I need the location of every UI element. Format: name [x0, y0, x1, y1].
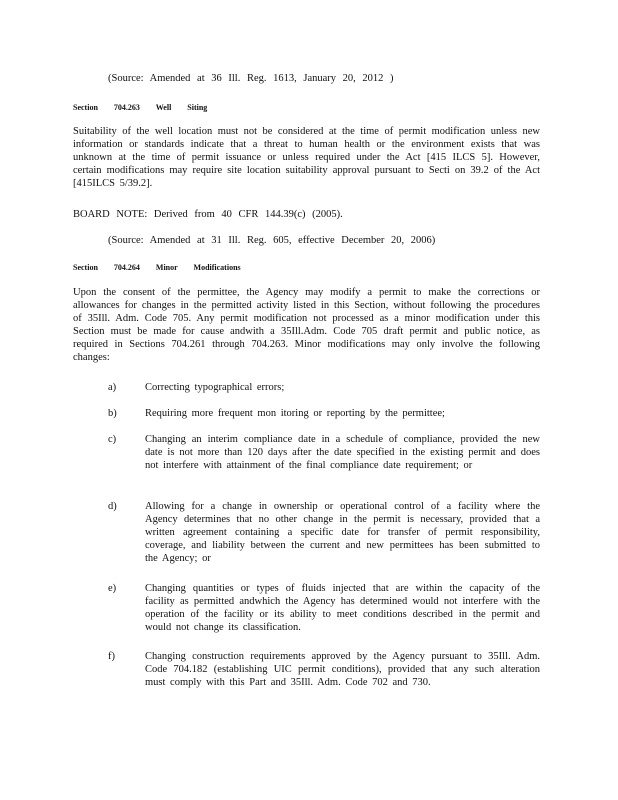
list-item-b	[108, 407, 540, 420]
list-item-text: Changing quantities or types of fluids injected that are within the capacity of the facility as permitted andwhich the Agency has determined would not interfere with the operation of the facility or its ability to meet conditions described in the permit and would not change its classification.	[145, 583, 540, 633]
list-item-c	[108, 433, 540, 472]
list-item-label: a)	[108, 382, 117, 393]
list-item-f	[108, 650, 540, 689]
paragraph-well-siting: Suitability of the well location must not be considered at the time of permit modification unless new information or standards indicate that a threat to human health or the environment exists that was unknown at the time of permit issuance or unless required under the Act [415 ILCS 5]. However, certain modifications may require site location suitability approval pursuant to Secti on 39.2 of the Act [415ILCS 5/39.2].	[73, 126, 540, 189]
list-item-text: Correcting typographical errors;	[145, 382, 285, 393]
source-note-2006: (Source: Amended at 31 Ill. Reg. 605, effective December 20, 2006)	[108, 235, 436, 246]
list-item-label: f)	[108, 651, 115, 662]
board-note: BOARD NOTE: Derived from 40 CFR 144.39(c) (2005).	[73, 209, 343, 220]
list-item-label: c)	[108, 434, 117, 445]
list-item-a	[108, 381, 540, 394]
list-item-text: Requiring more frequent mon itoring or reporting by the permittee;	[145, 408, 445, 419]
paragraph-minor-modifications: Upon the consent of the permittee, the Agency may modify a permit to make the corrections or allowances for changes in the permitted activity listed in this Section, without following the procedures of 35Ill. Adm. Code 705. Any permit modification not processed as a minor modification under this Section must be made for cause andwith a 35Ill.Adm. Code 705 draft permit and public notice, as required in Sections 704.261 through 704.263. Minor modifications may only involve the following changes:	[73, 287, 540, 363]
list-item-text: Allowing for a change in ownership or operational control of a facility where the Agency determines that no other change in the permit is necessary, provided that a written agreement containing a specific date for transfer of permit responsibility, coverage, and liability between the current and new permittees has been submitted to the Agency; or	[145, 501, 540, 564]
list-item-label: e)	[108, 583, 117, 594]
list-item-label: b)	[108, 408, 117, 419]
list-item-text: Changing an interim compliance date in a schedule of compliance, provided the new date is not more than 120 days after the date specified in the existing permit and does not interfere with attainment of the final compliance date requirement; or	[145, 434, 540, 471]
list-item-text: Changing construction requirements approved by the Agency pursuant to 35Ill. Adm. Code 704.182 (establishing UIC permit conditions), provided that any such alteration must comply with this Part and 35Ill. Adm. Code 702 and 730.	[145, 651, 540, 688]
list-item-label: d)	[108, 501, 117, 512]
source-note-2012: (Source: Amended at 36 Ill. Reg. 1613, January 20, 2012 )	[108, 73, 394, 84]
list-item-e	[108, 582, 540, 634]
section-heading-704-264: Section 704.264 Minor Modifications	[73, 263, 241, 272]
section-heading-704-263: Section 704.263 Well Siting	[73, 103, 208, 112]
list-item-d	[108, 500, 540, 565]
